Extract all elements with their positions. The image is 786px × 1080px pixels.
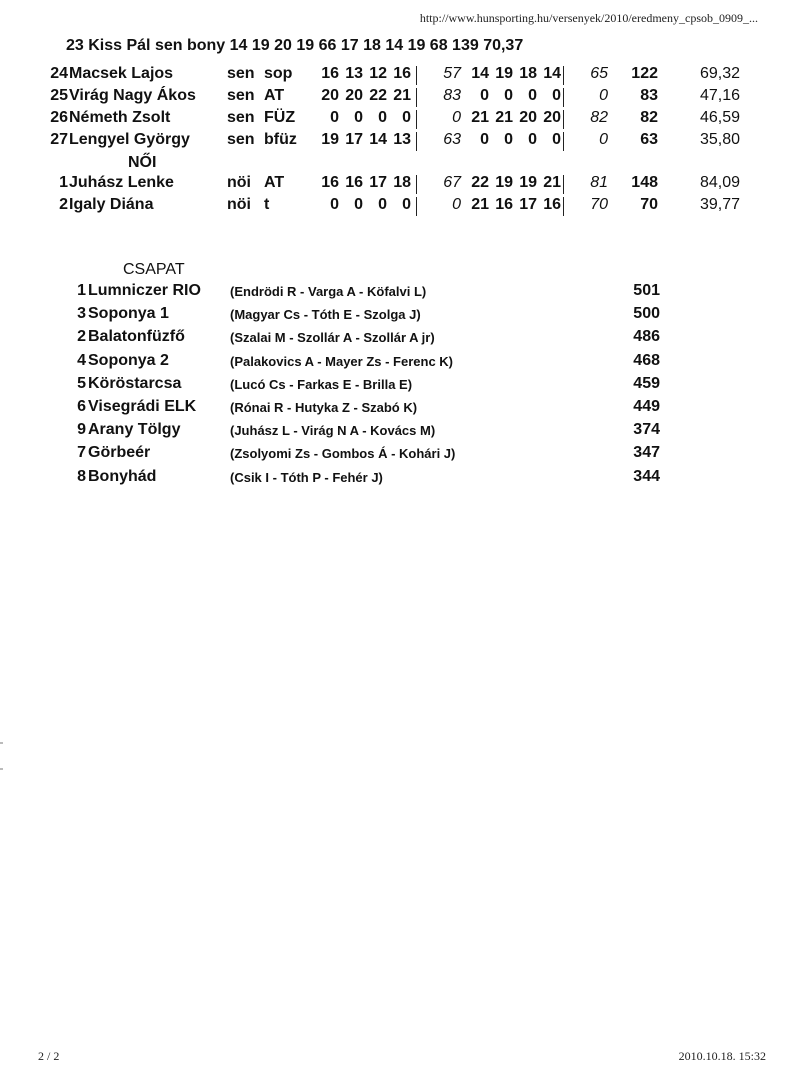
team-members: (Juhász L - Virág N A - Kovács M) <box>230 423 436 439</box>
cut-off-row-text: 23 Kiss Pál sen bony 14 19 20 19 66 17 18 14 19 68 139 70,37 <box>66 37 524 54</box>
name-cell: Igaly Diána <box>69 196 154 213</box>
separator <box>563 175 564 194</box>
percent-cell: 84,09 <box>699 174 740 191</box>
round2-score: 0 <box>528 131 537 148</box>
rank-cell: 25 <box>50 87 68 104</box>
round2-score: 21 <box>471 196 489 213</box>
team-row <box>0 352 786 374</box>
round1-score: 14 <box>369 131 387 148</box>
team-name: Soponya 1 <box>88 305 169 323</box>
round2-score: 21 <box>543 174 561 191</box>
round2-score: 20 <box>543 109 561 126</box>
round1-score: 0 <box>402 196 411 213</box>
round1-score: 19 <box>321 131 339 148</box>
round1-score: 0 <box>330 109 339 126</box>
team-name: Köröstarcsa <box>88 374 182 392</box>
round1-score: 22 <box>369 87 387 104</box>
separator <box>416 132 417 151</box>
team-row <box>0 421 786 443</box>
result-row <box>0 65 786 87</box>
round2-score: 0 <box>552 131 561 148</box>
team-row <box>0 375 786 397</box>
round1-score: 0 <box>330 196 339 213</box>
round1-score: 0 <box>354 196 363 213</box>
team-members: (Szalai M - Szollár A - Szollár A jr) <box>230 330 435 346</box>
source-url: http://www.hunsporting.hu/versenyek/2010/eredmeny_cpsob_0909_... <box>419 11 758 25</box>
category-cell: sen <box>227 109 255 126</box>
team-members: (Lucó Cs - Farkas E - Brilla E) <box>230 376 413 392</box>
total-cell: 70 <box>640 196 658 213</box>
round2-subtotal: 70 <box>590 196 608 213</box>
team-rank: 4 <box>77 351 86 369</box>
team-score: 500 <box>633 305 660 323</box>
result-row <box>0 109 786 131</box>
name-cell: Lengyel György <box>69 131 190 148</box>
round1-score: 0 <box>354 109 363 126</box>
section-heading-csapat: CSAPAT <box>123 261 185 278</box>
round1-subtotal: 67 <box>443 174 461 191</box>
round1-score: 17 <box>345 131 363 148</box>
team-rank: 7 <box>77 444 86 462</box>
total-cell: 63 <box>640 131 658 148</box>
round1-score: 16 <box>321 65 339 82</box>
scan-mark <box>0 768 3 770</box>
team-rank: 9 <box>77 421 86 439</box>
round1-score: 16 <box>321 174 339 191</box>
team-row <box>0 282 786 304</box>
round2-subtotal: 81 <box>590 174 608 191</box>
rank-cell: 1 <box>59 174 68 191</box>
name-cell: Virág Nagy Ákos <box>69 87 196 104</box>
team-rank: 8 <box>77 467 86 485</box>
round2-subtotal: 82 <box>590 109 608 126</box>
round2-score: 16 <box>543 196 561 213</box>
team-rank: 2 <box>77 328 86 346</box>
team-members: (Magyar Cs - Tóth E - Szolga J) <box>230 307 421 323</box>
scan-mark <box>0 742 3 744</box>
category-cell: sen <box>227 65 255 82</box>
team-members: (Zsolyomi Zs - Gombos Á - Kohári J) <box>230 446 456 462</box>
round2-score: 0 <box>552 87 561 104</box>
percent-cell: 46,59 <box>699 109 740 126</box>
team-rank: 6 <box>77 398 86 415</box>
round1-subtotal: 83 <box>443 87 461 104</box>
result-row <box>0 87 786 109</box>
round1-score: 0 <box>402 109 411 126</box>
team-score: 344 <box>633 467 660 485</box>
rank-cell: 24 <box>50 65 68 82</box>
name-cell: Németh Zsolt <box>69 109 171 126</box>
team-rank: 3 <box>77 305 86 323</box>
round2-score: 20 <box>519 109 537 126</box>
round1-score: 13 <box>345 65 363 82</box>
team-name: Bonyhád <box>88 467 157 485</box>
round2-score: 0 <box>480 131 489 148</box>
round1-subtotal: 57 <box>443 65 461 82</box>
separator <box>416 66 417 85</box>
separator <box>563 110 564 129</box>
round2-score: 19 <box>495 174 513 191</box>
page-number: 2 / 2 <box>38 1049 60 1063</box>
section-heading-noi: NŐI <box>128 154 157 171</box>
print-timestamp: 2010.10.18. 15:32 <box>678 1049 766 1063</box>
team-row <box>0 328 786 350</box>
round2-score: 19 <box>495 65 513 82</box>
percent-cell: 35,80 <box>699 131 740 148</box>
team-score: 468 <box>633 351 660 369</box>
round2-score: 21 <box>471 109 489 126</box>
round1-score: 20 <box>345 87 363 104</box>
club-cell: t <box>264 196 270 213</box>
round2-subtotal: 0 <box>599 131 608 148</box>
team-row <box>0 468 786 490</box>
team-row <box>0 398 786 420</box>
round2-score: 14 <box>471 65 489 82</box>
round1-subtotal: 63 <box>443 131 461 148</box>
total-cell: 82 <box>640 109 658 126</box>
round2-score: 0 <box>504 87 513 104</box>
round1-score: 0 <box>378 196 387 213</box>
round2-score: 0 <box>480 87 489 104</box>
team-score: 486 <box>633 328 660 346</box>
round1-score: 20 <box>321 87 339 104</box>
round2-score: 19 <box>519 174 537 191</box>
total-cell: 83 <box>640 87 658 104</box>
name-cell: Macsek Lajos <box>69 65 174 82</box>
team-row <box>0 305 786 327</box>
separator <box>563 132 564 151</box>
round1-subtotal: 0 <box>452 109 461 126</box>
round2-score: 0 <box>528 87 537 104</box>
percent-cell: 69,32 <box>699 65 740 82</box>
team-score: 459 <box>633 374 660 392</box>
team-name: Görbeér <box>88 444 151 462</box>
round2-score: 21 <box>495 109 513 126</box>
club-cell: sop <box>264 65 293 82</box>
percent-cell: 47,16 <box>699 87 740 104</box>
team-members: (Palakovics A - Mayer Zs - Ferenc K) <box>230 353 454 369</box>
club-cell: AT <box>264 174 285 191</box>
round2-subtotal: 65 <box>590 65 608 82</box>
round1-score: 17 <box>369 174 387 191</box>
separator <box>416 110 417 129</box>
result-row <box>0 131 786 153</box>
team-rank: 5 <box>77 374 86 392</box>
total-cell: 148 <box>631 174 658 191</box>
round1-score: 16 <box>393 65 411 82</box>
separator <box>416 197 417 216</box>
team-name: Lumniczer RIO <box>88 282 201 299</box>
percent-cell: 39,77 <box>699 196 740 213</box>
round2-subtotal: 0 <box>599 87 608 104</box>
team-name: Visegrádi ELK <box>88 398 197 415</box>
round1-score: 13 <box>393 131 411 148</box>
separator <box>563 88 564 107</box>
round1-subtotal: 0 <box>452 196 461 213</box>
round2-score: 0 <box>504 131 513 148</box>
category-cell: sen <box>227 87 255 104</box>
team-members: (Rónai R - Hutyka Z - Szabó K) <box>230 400 418 415</box>
team-row <box>0 444 786 466</box>
round1-score: 18 <box>393 174 411 191</box>
result-row <box>0 174 786 196</box>
round2-score: 14 <box>543 65 561 82</box>
club-cell: AT <box>264 87 285 104</box>
round2-score: 16 <box>495 196 513 213</box>
club-cell: FÜZ <box>264 109 296 126</box>
category-cell: nöi <box>227 174 251 191</box>
team-name: Balatonfüzfő <box>88 328 185 346</box>
result-row <box>0 196 786 218</box>
round1-score: 16 <box>345 174 363 191</box>
team-rank: 1 <box>77 282 86 299</box>
rank-cell: 27 <box>50 131 68 148</box>
separator <box>563 197 564 216</box>
team-score: 347 <box>633 444 660 462</box>
cut-off-row <box>66 37 756 60</box>
round1-score: 21 <box>393 87 411 104</box>
team-score: 449 <box>633 398 660 415</box>
team-score: 374 <box>633 421 660 439</box>
round1-score: 0 <box>378 109 387 126</box>
rank-cell: 26 <box>50 109 68 126</box>
separator <box>563 66 564 85</box>
category-cell: nöi <box>227 196 251 213</box>
round2-score: 22 <box>471 174 489 191</box>
separator <box>416 175 417 194</box>
round2-score: 18 <box>519 65 537 82</box>
team-name: Soponya 2 <box>88 351 169 369</box>
category-cell: sen <box>227 131 255 148</box>
club-cell: bfüz <box>264 131 297 148</box>
round2-score: 17 <box>519 196 537 213</box>
team-members: (Csik I - Tóth P - Fehér J) <box>230 469 383 485</box>
rank-cell: 2 <box>59 196 68 213</box>
name-cell: Juhász Lenke <box>69 174 174 191</box>
separator <box>416 88 417 107</box>
round1-score: 12 <box>369 65 387 82</box>
total-cell: 122 <box>631 65 658 82</box>
team-score: 501 <box>633 282 660 299</box>
team-members: (Endrödi R - Varga A - Köfalvi L) <box>230 284 427 299</box>
team-name: Arany Tölgy <box>88 421 181 439</box>
